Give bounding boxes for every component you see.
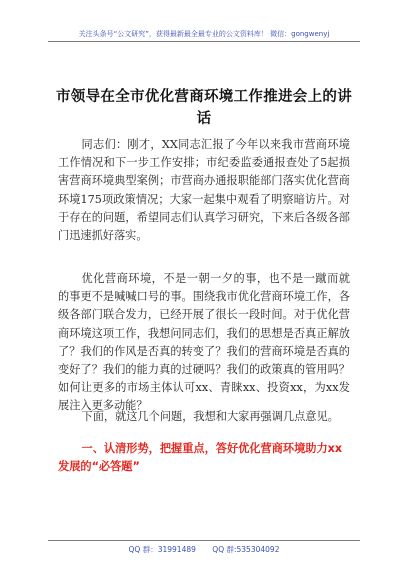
section-heading-1: 一、认清形势，把握重点，答好优化营商环境助力xx发展的“必答题” [58,442,343,474]
footer [0,544,408,555]
footer-divider [48,540,360,541]
header-note: 关注头条号“公文研究”，获得最新最全最专业的公文资料库！ 微信：gongwenyj [78,30,330,38]
paragraph-transition: 下面，就这几个问题，我想和大家再强调几点意见。 [81,410,339,423]
document-title: 市领导在全市优化营商环境工作推进会上的讲话 [56,89,352,127]
paragraph-questions: 优化营商环境，不是一朝一夕的事，也不是一蹴而就的事更不是喊喊口号的事。围绕我市优化营商环境工作，各级各部门联合发力，已经开展了很长一段时间。对于优化营商环境这项工作，我想问同志们，我们的思想是否真正解放了？我们的作风是否真的转变了？我们的营商环境是否真的变好了？我们的能力真的过硬吗？我们的政策真的管用吗？如何让更多的市场主体认可xx、青睐xx、投资xx，为xx发展注入更多动能？ [58,272,350,413]
header-divider [48,41,360,42]
paragraph-intro: 同志们：刚才，XX同志汇报了今年以来我市营商环境工作情况和下一步工作安排；市纪委监委通报查处了5起损害营商环境典型案例；市营商办通报职能部门落实优化营商环境175项政策情况；大家一起集中观看了明察暗访片。对于存在的问题，希望同志们认真学习研究，下来后各级各部门迅速抓好落实。 [58,138,350,243]
footer-qq-group-2: QQ 群:535304092 [212,545,280,554]
footer-qq-group-1: QQ 群：31991489 [128,545,196,554]
